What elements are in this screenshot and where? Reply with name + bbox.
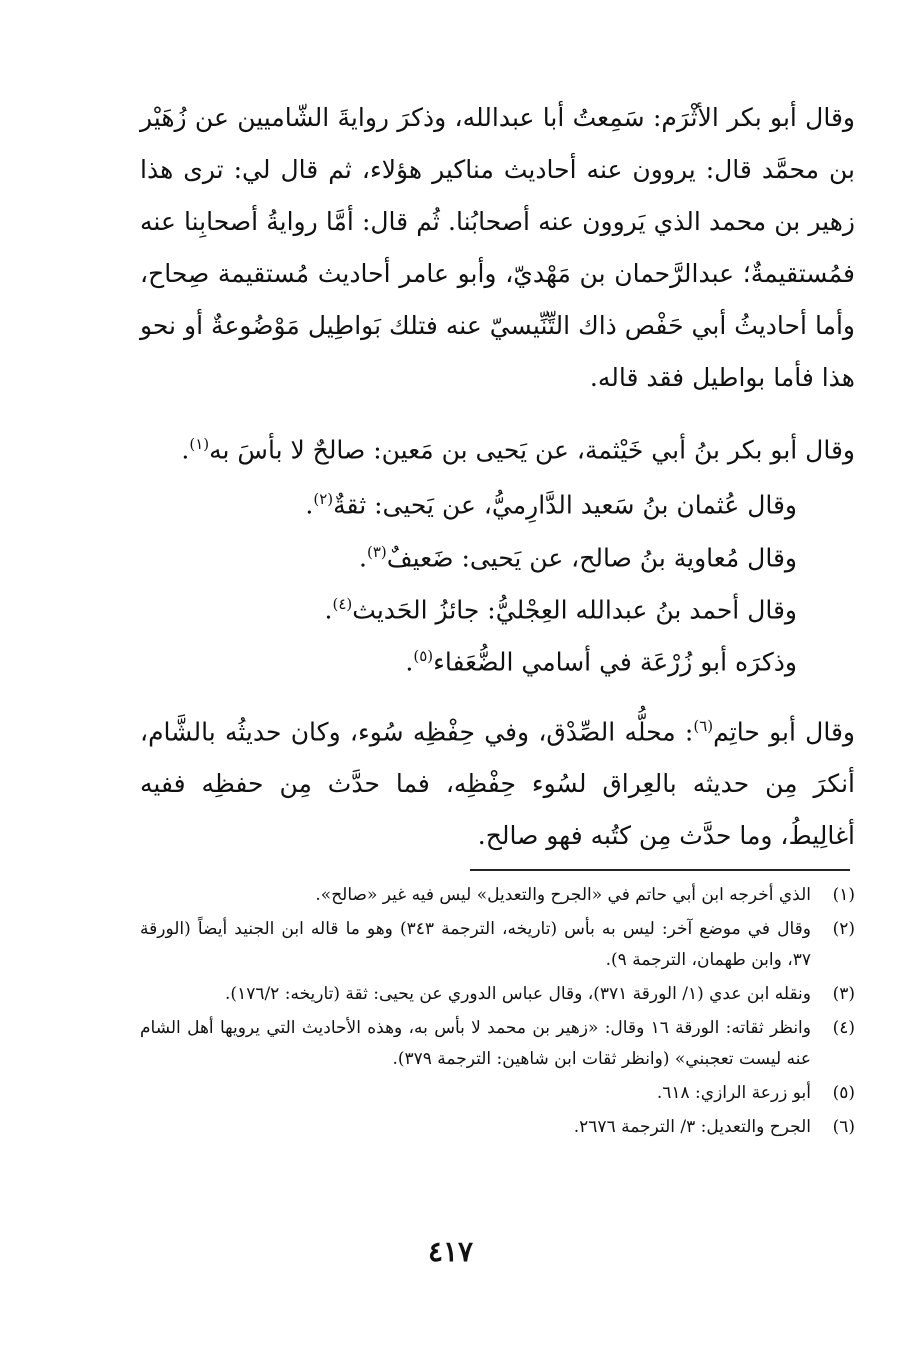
footnote-number: (٢) — [832, 919, 855, 939]
footnote-number: (٦) — [832, 1117, 855, 1137]
footnote-number: (٥) — [832, 1083, 855, 1103]
footnote-ref[interactable]: (٣) — [367, 542, 387, 561]
footnote-text: وانظر ثقاته: الورقة ١٦ وقال: «زهير بن محمد لا بأس به، وهذه الأحاديث التي يرويها أهل الشام عنه ليست تعجبني» (وانظر ثقات ابن شاهين: الترجمة ٣٧٩). — [140, 1018, 811, 1069]
footnote-text: أبو زرعة الرازي: ٦١٨. — [656, 1083, 811, 1103]
quote-line — [140, 581, 855, 633]
main-text — [140, 92, 855, 862]
footnote-separator — [470, 869, 850, 871]
quote-tail: . — [405, 647, 414, 677]
quote-line — [140, 633, 855, 685]
quote-line — [140, 529, 855, 581]
quote-tail: . — [359, 542, 367, 572]
footnotes — [140, 880, 855, 1146]
paragraph-ibn-abi-khaythama — [140, 418, 855, 476]
quote-line — [140, 476, 855, 528]
footnote-ref[interactable]: (٦) — [693, 716, 714, 735]
quote-tail: . — [305, 490, 314, 520]
quote-text: وذكرَه أبو زُرْعَة في أسامي الضُّعَفاء — [433, 647, 797, 677]
footnote — [140, 1013, 855, 1075]
footnote-ref[interactable]: (٥) — [413, 647, 434, 666]
quote-text: وقال مُعاوية بنُ صالح، عن يَحيى: ضَعيفٌ — [386, 542, 797, 572]
paragraph-text: : محلُّه الصِّدْق، وفي حِفْظِه سُوء، وكان حديثُه بالشَّام، أنكرَ مِن حديثه بالعِراق لسُوء حِفْظِه، فما حدَّث مِن حفظِه ففيه أغالِيطُ، وما حدَّث مِن كتُبه فهو صالح. — [140, 716, 855, 850]
footnote-text: وقال في موضع آخر: ليس به بأس (تاريخه، الترجمة ٣٤٣) وهو ما قاله ابن الجنيد أيضاً (الورقة ٣٧، وابن طهمان، الترجمة ٩). — [140, 919, 811, 970]
footnote-ref[interactable]: (١) — [189, 435, 210, 453]
paragraph-text: وقال أبو بكر الأثْرَم: سَمِعتُ أبا عبدالله، وذكرَ روايةَ الشّاميين عن زُهَيْر بن محمَّد قال: يروون عنه أحاديث مناكير هؤلاء، ثم قال لي: ترى هذا زهير بن محمد الذي يَروون عنه أصحابُنا. ثُم قال: أمَّا روايةُ أصحابِنا عنه فمُستقيمةٌ؛ عبدالرَّحمان بن مَهْديّ، وأبو عامر أحاديث مُستقيمة صِحاح، وأما أحاديثُ أبي حَفْص ذاك التِّنِّيسيّ عنه فتلك بَواطِيل مَوْضُوعةٌ أو نحو هذا فأما بواطيل فقد قاله. — [140, 103, 855, 392]
footnote-number: (١) — [832, 885, 855, 905]
footnote-number: (٣) — [832, 984, 855, 1004]
paragraph-abu-hatim — [140, 700, 855, 862]
page-number: ٤١٧ — [427, 1235, 474, 1268]
footnote-ref[interactable]: (٤) — [332, 594, 353, 613]
footnote — [140, 880, 855, 911]
footnote-text: الذي أخرجه ابن أبي حاتم في «الجرح والتعديل» ليس فيه غير «صالح». — [315, 885, 811, 905]
paragraph-tail: . — [181, 435, 190, 465]
footnote-ref[interactable]: (٢) — [313, 490, 334, 509]
footnote-text: ونقله ابن عدي (١/ الورقة ٣٧١)، وقال عباس الدوري عن يحيى: ثقة (تاريخه: ١٧٦/٢). — [225, 984, 811, 1004]
paragraph-lead: وقال أبو حاتِم — [713, 716, 855, 746]
footnote — [140, 979, 855, 1010]
footnote — [140, 1078, 855, 1109]
footnote-number: (٤) — [832, 1018, 855, 1038]
footnote-text: الجرح والتعديل: ٣/ الترجمة ٢٦٧٦. — [573, 1117, 811, 1137]
paragraph-text: وقال أبو بكر بنُ أبي خَيْثمة، عن يَحيى بن مَعين: صالحٌ لا بأسَ به — [209, 435, 855, 465]
paragraph-athram — [140, 92, 855, 404]
footnote — [140, 914, 855, 976]
quote-text: وقال أحمد بنُ عبدالله العِجْليُّ: جائزُ الحَديث — [352, 595, 797, 625]
quote-tail: . — [324, 595, 333, 625]
quote-text: وقال عُثمان بنُ سَعيد الدَّارِميُّ، عن يَحيى: ثقةٌ — [333, 490, 797, 520]
footnote — [140, 1112, 855, 1143]
